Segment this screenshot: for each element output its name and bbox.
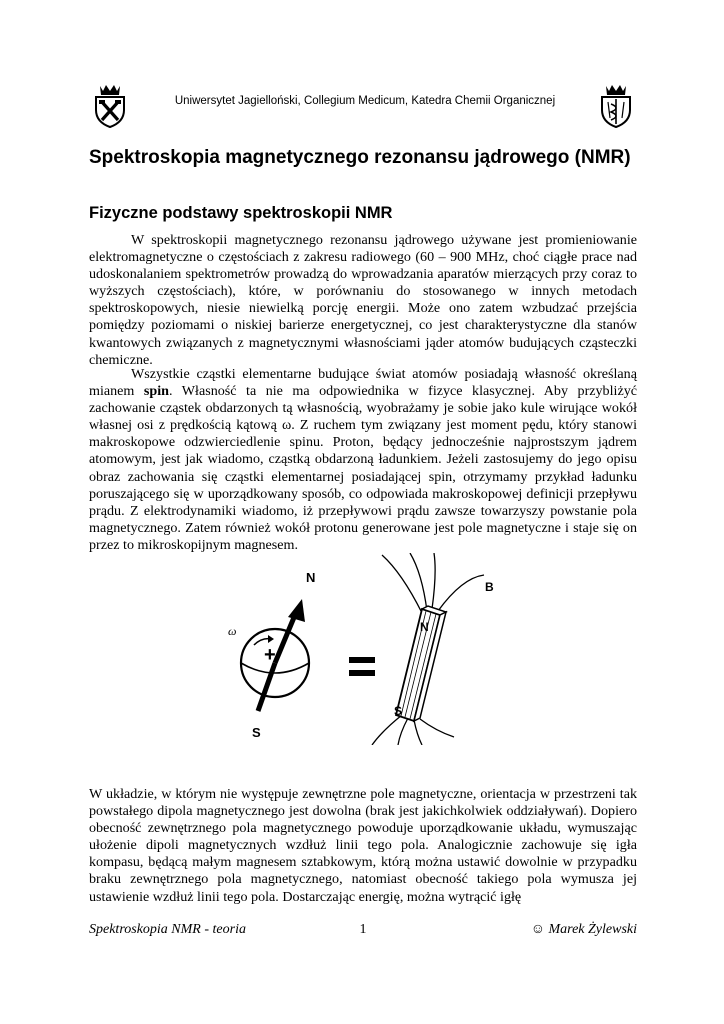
page-title: Spektroskopia magnetycznego rezonansu jądrowego (NMR): [89, 147, 631, 168]
magnet-south-label: S: [394, 704, 403, 718]
magnet-north-label: N: [420, 620, 429, 634]
north-label: N: [306, 570, 316, 585]
equals-sign-top: [349, 657, 375, 663]
paragraph-spin: [89, 366, 637, 554]
paragraph-intro: W spektroskopii magnetycznego rezonansu jądrowego używane jest promieniowanie elektromagnetyczne o częstościach z zakresu radiowego (60 – 900 MHz, choć ciągłe prace nad udoskonalaniem spektrometrów prowadzą do wprowadzania aparatów mierzących przy coraz to wyższych częstościach), które, w porównaniu do stosowanego w innych metodach spektroskopowych, niesie niewielką porcję energii. Może ono zatem wzbudzać przejścia pomiędzy poziomami o niskiej barierze energetycznej, co jest charakterystyczne dla stanów kwantowych związanych z magnetycznymi własnościami jąder atomów budujących cząsteczki chemiczne.: [89, 232, 637, 368]
plus-sign: +: [264, 644, 276, 666]
footer-title: Spektroskopia NMR - teoria: [89, 922, 246, 937]
term-spin: spin: [143, 383, 169, 400]
spin-magnet-figure: [222, 553, 502, 745]
collegium-medicum-crest-icon: [598, 82, 634, 128]
equals-sign-bottom: [349, 670, 375, 676]
page-number: 1: [359, 922, 367, 937]
moment-arrowhead: [288, 599, 305, 622]
moment-axis-top: [275, 615, 295, 663]
paragraph-spin-end: . Własność ta nie ma odpowiednika w fizyce klasycznej. Aby przybliżyć zachowanie cząstek obdarzonych tą własnością, wyobrażamy je sobie jako kule wirujące wokół własnej osi z prędkością kątową ω. Z ruchem tym związany jest moment pędu, który stanowi makroskopowe odzwierciedlenie spinu. Proton, będący jednocześnie najprostszym jądrem atomowym, jest jak wiadomo, cząstką obdarzoną ładunkiem. Jeżeli zastosujemy do jego opisu obraz zachowania się cząstki elementarnej posiadającej spin, otrzymamy przykład ładunku poruszającego się w uporządkowany sposób, co odpowiada makroskopowej definicji przepływu prądu. Z elektrodynamiki wiadomo, iż przepływowi prądu zawsze towarzyszy powstanie pola magnetycznego. Zatem również wokół protonu generowane jest pole magnetyczne i staje się on przez to mikroskopijnym magnesem.: [89, 383, 637, 553]
field-label: B: [485, 580, 494, 594]
page-header: [0, 82, 724, 142]
footer-author: ☺ Marek Żylewski: [530, 922, 637, 937]
paragraph-dipole: W układzie, w którym nie występuje zewnętrzne pole magnetyczne, orientacja w przestrzeni tak powstałego dipola magnetycznego jest dowolna (brak jest jakichkolwiek oddziaływań). Dopiero obecność zewnętrznego pola magnetycznego powoduje uporządkowanie układu, wymuszając ułożenie dipoli magnetycznych wzdłuż linii tego pola. Analogicznie zachowuje się igła kompasu, będącą małym magnesem sztabkowym, którą można ustawić dowolnie w przypadku braku zewnętrznego pola magnetycznego, natomiast obecność takiego pola wymusza jej ustawienie wzdłuż linii tego pola. Dostarczając energię, można wytrącić igłę: [89, 786, 637, 905]
section-heading: Fizyczne podstawy spektroskopii NMR: [89, 204, 393, 222]
south-label: S: [252, 725, 261, 740]
university-crest-icon: [92, 82, 128, 128]
page-footer: [89, 922, 637, 942]
omega-label: ω: [228, 624, 237, 638]
institution-name: Uniwersytet Jagielloński, Collegium Medicum, Katedra Chemii Organicznej: [174, 95, 556, 107]
paragraph-spin-start: Wszystkie cząstki elementarne budujące świat atomów posiadają własność określaną mianem: [89, 366, 637, 400]
moment-axis-bottom: [258, 663, 275, 711]
